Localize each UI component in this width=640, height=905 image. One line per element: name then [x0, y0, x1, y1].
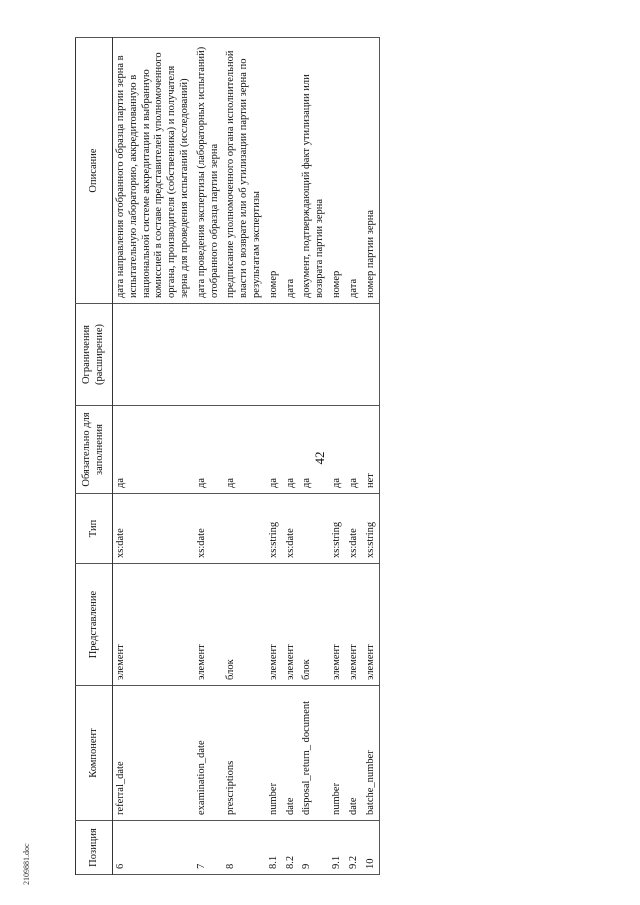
cell-description: дата направления отобранного образца партии зерна в испытательную лабораторию, аккредитованную в национальной системе аккредитации и выбранную комиссией в составе представителей уполномоченного органа, производителя (собственника) и получателя зерна для проведения испытаний (исследований): [113, 38, 194, 304]
cell-restrictions: [223, 304, 265, 406]
cell-type: [299, 494, 329, 564]
cell-type: xs:date: [194, 494, 224, 564]
table-row: [299, 38, 329, 875]
page-number: 42: [312, 451, 327, 465]
cell-type: xs:date: [113, 494, 194, 564]
cell-representation: элемент: [283, 564, 300, 686]
cell-restrictions: [363, 304, 380, 406]
cell-position: 9.1: [329, 821, 346, 875]
cell-description: дата: [283, 38, 300, 304]
cell-representation: элемент: [363, 564, 380, 686]
cell-description: номер: [266, 38, 283, 304]
header-component: Компонент: [76, 686, 113, 821]
cell-component: number: [266, 686, 283, 821]
cell-representation: элемент: [346, 564, 363, 686]
cell-representation: блок: [223, 564, 265, 686]
cell-type: xs:date: [346, 494, 363, 564]
cell-position: 6: [113, 821, 194, 875]
header-restrictions: Ограничения (расширение): [76, 304, 113, 406]
table-header-row: [76, 38, 113, 875]
header-description: Описание: [76, 38, 113, 304]
cell-type: xs:string: [363, 494, 380, 564]
cell-mandatory: да: [113, 406, 194, 494]
cell-component: date: [346, 686, 363, 821]
cell-component: date: [283, 686, 300, 821]
cell-representation: элемент: [194, 564, 224, 686]
table-row: [223, 38, 265, 875]
table-row: [363, 38, 380, 875]
header-representation: Представление: [76, 564, 113, 686]
cell-mandatory: да: [346, 406, 363, 494]
cell-restrictions: [299, 304, 329, 406]
cell-restrictions: [329, 304, 346, 406]
cell-mandatory: да: [223, 406, 265, 494]
table-row: [283, 38, 300, 875]
cell-description: номер партии зерна: [363, 38, 380, 304]
cell-restrictions: [113, 304, 194, 406]
cell-type: xs:string: [266, 494, 283, 564]
table-row: [194, 38, 224, 875]
table-row: [266, 38, 283, 875]
cell-position: 10: [363, 821, 380, 875]
cell-mandatory: нет: [363, 406, 380, 494]
cell-description: предписание уполномоченного органа исполнительной власти о возврате или об утилизации партии зерна по результатам экспертизы: [223, 38, 265, 304]
cell-component: prescriptions: [223, 686, 265, 821]
cell-restrictions: [266, 304, 283, 406]
document-id: 2109881.doc: [22, 843, 31, 885]
cell-position: 8: [223, 821, 265, 875]
header-position: Позиция: [76, 821, 113, 875]
cell-position: 8.2: [283, 821, 300, 875]
cell-mandatory: да: [194, 406, 224, 494]
cell-position: 8.1: [266, 821, 283, 875]
cell-description: дата: [346, 38, 363, 304]
cell-component: examination_date: [194, 686, 224, 821]
cell-description: документ, подтверждающий факт утилизации или возврата партии зерна: [299, 38, 329, 304]
table-row: [113, 38, 194, 875]
cell-component: disposal_return_ document: [299, 686, 329, 821]
cell-restrictions: [346, 304, 363, 406]
cell-description: номер: [329, 38, 346, 304]
cell-mandatory: да: [299, 406, 329, 494]
cell-type: [223, 494, 265, 564]
cell-mandatory: да: [266, 406, 283, 494]
cell-representation: элемент: [329, 564, 346, 686]
cell-restrictions: [283, 304, 300, 406]
cell-representation: элемент: [113, 564, 194, 686]
cell-restrictions: [194, 304, 224, 406]
cell-description: дата проведения экспертизы (лабораторных испытаний) отобранного образца партии зерна: [194, 38, 224, 304]
table-row: [329, 38, 346, 875]
cell-component: referral_date: [113, 686, 194, 821]
rotated-table-container: [75, 38, 625, 875]
header-mandatory: Обязательно для заполнения: [76, 406, 113, 494]
cell-mandatory: да: [283, 406, 300, 494]
cell-type: xs:string: [329, 494, 346, 564]
cell-mandatory: да: [329, 406, 346, 494]
cell-position: 7: [194, 821, 224, 875]
cell-representation: блок: [299, 564, 329, 686]
specification-table: [75, 37, 380, 875]
cell-component: number: [329, 686, 346, 821]
cell-representation: элемент: [266, 564, 283, 686]
cell-component: batche_number: [363, 686, 380, 821]
header-type: Тип: [76, 494, 113, 564]
cell-position: 9: [299, 821, 329, 875]
cell-type: xs:date: [283, 494, 300, 564]
table-row: [346, 38, 363, 875]
cell-position: 9.2: [346, 821, 363, 875]
